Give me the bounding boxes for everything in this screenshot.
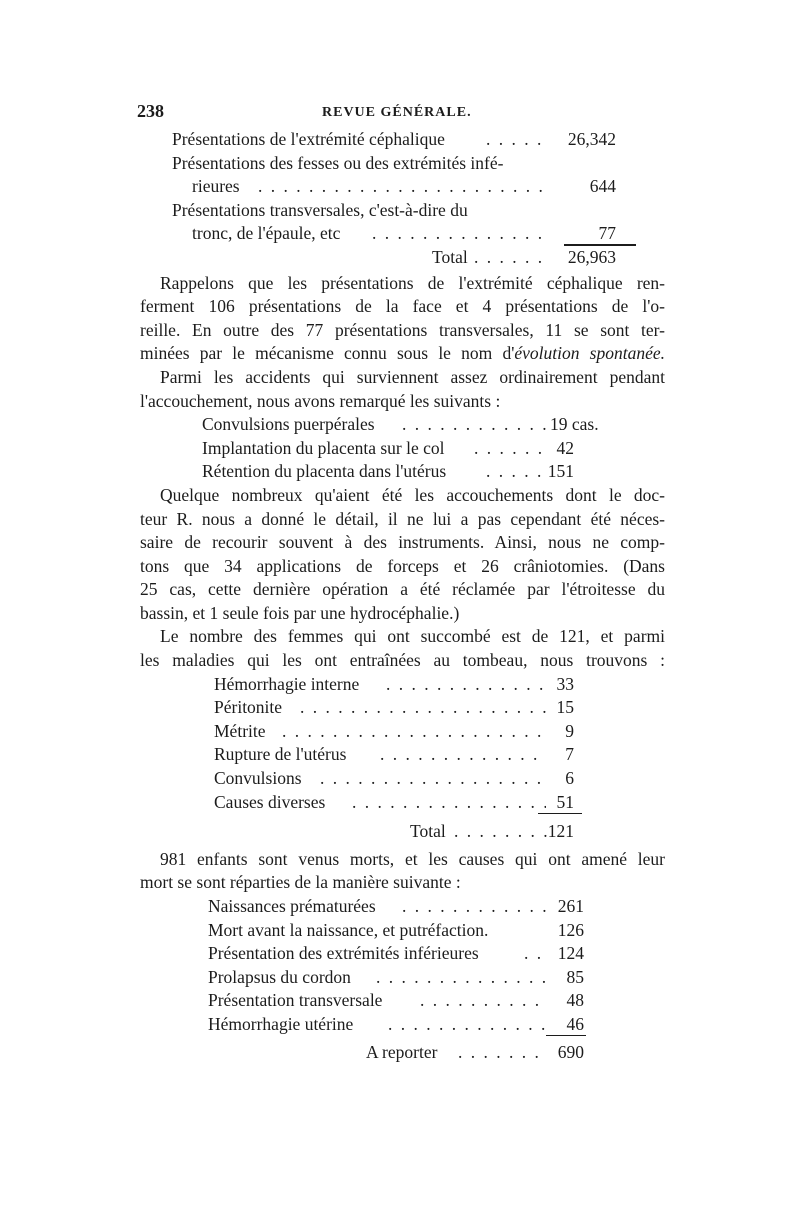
leader-dots [458, 1041, 546, 1065]
row-value: 46 [566, 1013, 584, 1034]
row-label: Présentation des extrémités inférieures [208, 943, 479, 964]
leader-dots [386, 673, 546, 697]
accidents-table [140, 413, 665, 484]
leader-dots [352, 791, 546, 815]
row-label: Convulsions [214, 768, 302, 789]
row-label: Implantation du placenta sur le col [202, 437, 445, 458]
total-value: 26,963 [567, 246, 616, 267]
row-label: Métrite [214, 720, 266, 741]
table-row [140, 413, 665, 437]
row-label: rieures [192, 176, 240, 197]
leader-dots [474, 437, 546, 461]
leader-dots [454, 820, 548, 844]
text-line: 25 cas, cette dernière opération a été réclamée par l'étroitesse du [140, 579, 665, 600]
leader-dots [486, 128, 550, 152]
text-line: Le nombre des femmes qui ont succombé est de 121, et parmi [160, 626, 665, 647]
table-row [140, 989, 665, 1013]
page-header [137, 100, 665, 126]
table-row [140, 696, 665, 720]
table-row [140, 919, 665, 943]
total-rule [538, 813, 582, 815]
leader-dots [402, 895, 548, 919]
row-value: 6 [565, 768, 574, 789]
children-deaths-table [140, 895, 665, 1064]
carry-forward-row [140, 1041, 665, 1065]
text-line: les maladies qui les ont entraînées au tombeau, nous trouvons : [140, 650, 665, 671]
text-line: Parmi les accidents qui surviennent assez ordinairement pendant [160, 366, 665, 387]
total-rule [546, 1035, 586, 1037]
leader-dots [282, 720, 546, 744]
table-row [140, 222, 665, 246]
table-row [140, 460, 665, 484]
row-label: Hémorrhagie interne [214, 673, 360, 694]
table-row [140, 673, 665, 697]
text-line: ferment 106 présentations de la face et 4 présentations de l'o- [140, 296, 665, 317]
row-value: 77 [598, 223, 616, 244]
text-line: reille. En outre des 77 présentations transversales, 11 se sont ter- [140, 319, 665, 340]
row-label: tronc, de l'épaule, etc [192, 223, 341, 244]
text-line: Quelque nombreux qu'aient été les accouchements dont le doc- [160, 484, 665, 505]
page-number: 238 [137, 101, 164, 121]
row-value: 124 [557, 943, 584, 964]
row-value: 15 [556, 697, 574, 718]
leader-dots [474, 246, 550, 270]
paragraph-instruments [140, 484, 665, 626]
maladies-table [140, 673, 665, 844]
text-line [140, 342, 665, 366]
total-label: Total [432, 246, 468, 267]
row-value: 644 [589, 176, 616, 197]
paragraph-accidents-intro [140, 366, 665, 413]
row-label: Causes diverses [214, 791, 326, 812]
row-label: Rupture de l'utérus [214, 744, 347, 765]
row-value: 9 [565, 720, 574, 741]
row-value: 151 [547, 461, 574, 482]
table-row [140, 942, 665, 966]
row-value: 261 [557, 896, 584, 916]
row-label: Convulsions puerpérales [202, 414, 375, 435]
row-label: Rétention du placenta dans l'utérus [202, 461, 447, 482]
paragraph-presentations-detail [140, 272, 665, 366]
carry-forward-value: 690 [557, 1041, 584, 1062]
row-label: Prolapsus du cordon [208, 966, 351, 987]
row-value: 51 [556, 791, 574, 812]
row-value: 85 [566, 966, 584, 987]
leader-dots [258, 175, 550, 199]
text-line: teur R. nous a donné le détail, il ne lui a pas cependant été néces- [140, 508, 665, 529]
leader-dots [388, 1013, 548, 1037]
table-row [140, 895, 665, 919]
table-row [140, 743, 665, 767]
paragraph-deaths-intro [140, 625, 665, 672]
table-row [140, 175, 665, 199]
leader-dots [300, 696, 546, 720]
text-span: minées par le mécanisme connu sous le nom d' [140, 343, 515, 364]
leader-dots [320, 767, 546, 791]
paragraph-children-intro [140, 848, 665, 895]
row-value: 26,342 [567, 129, 616, 149]
text-line: bassin, et 1 seule fois par une hydrocéphalie.) [140, 602, 460, 623]
text-line: l'accouchement, nous avons remarqué les suivants : [140, 390, 501, 411]
table-row [140, 720, 665, 744]
row-label: Hémorrhagie utérine [208, 1013, 354, 1034]
row-value: 33 [556, 673, 574, 694]
row-value: 126 [557, 919, 584, 940]
table-row [140, 128, 665, 152]
text-line: Rappelons que les présentations de l'extrémité céphalique ren- [160, 272, 665, 293]
leader-dots [372, 222, 550, 246]
running-title: REVUE GÉNÉRALE. [322, 105, 472, 120]
total-value: 121 [547, 821, 574, 842]
row-label: Naissances prématurées [208, 896, 376, 916]
row-value: 48 [566, 990, 584, 1011]
text-line: tons que 34 applications de forceps et 26 crâniotomies. (Dans [140, 555, 665, 576]
row-value: 7 [565, 744, 574, 765]
row-label: Présentations des fesses ou des extrémités infé- [172, 152, 504, 173]
presentations-table [140, 128, 665, 270]
table-row [140, 767, 665, 791]
italic-term: évolution spontanée. [514, 343, 666, 364]
row-label: Présentations de l'extrémité céphalique [172, 129, 445, 149]
text-line: mort se sont réparties de la manière suivante : [140, 872, 461, 893]
leader-dots [420, 989, 548, 1013]
row-label: Présentations transversales, c'est-à-dire du [172, 199, 468, 220]
total-row [140, 246, 665, 270]
row-label: Mort avant la naissance, et putréfaction. [208, 919, 489, 940]
leader-dots [380, 743, 546, 767]
table-row [140, 437, 665, 461]
table-row [140, 1013, 665, 1037]
table-row [140, 152, 665, 176]
total-row [140, 820, 665, 844]
leader-dots [376, 966, 548, 990]
row-label: Présentation transversale [208, 990, 383, 1011]
table-row [140, 966, 665, 990]
text-line: 981 enfants sont venus morts, et les causes qui ont amené leur [160, 848, 665, 869]
total-label: Total [410, 821, 446, 842]
carry-forward-label: A reporter [366, 1041, 438, 1062]
document-page [137, 100, 666, 1064]
table-row [140, 199, 665, 223]
leader-dots [402, 413, 546, 437]
row-value: 19 cas. [550, 414, 599, 435]
row-label: Péritonite [214, 697, 283, 718]
table-row [140, 791, 665, 815]
text-line: saire de recourir souvent à des instruments. Ainsi, nous ne comp- [140, 532, 665, 553]
row-value: 42 [556, 437, 574, 458]
